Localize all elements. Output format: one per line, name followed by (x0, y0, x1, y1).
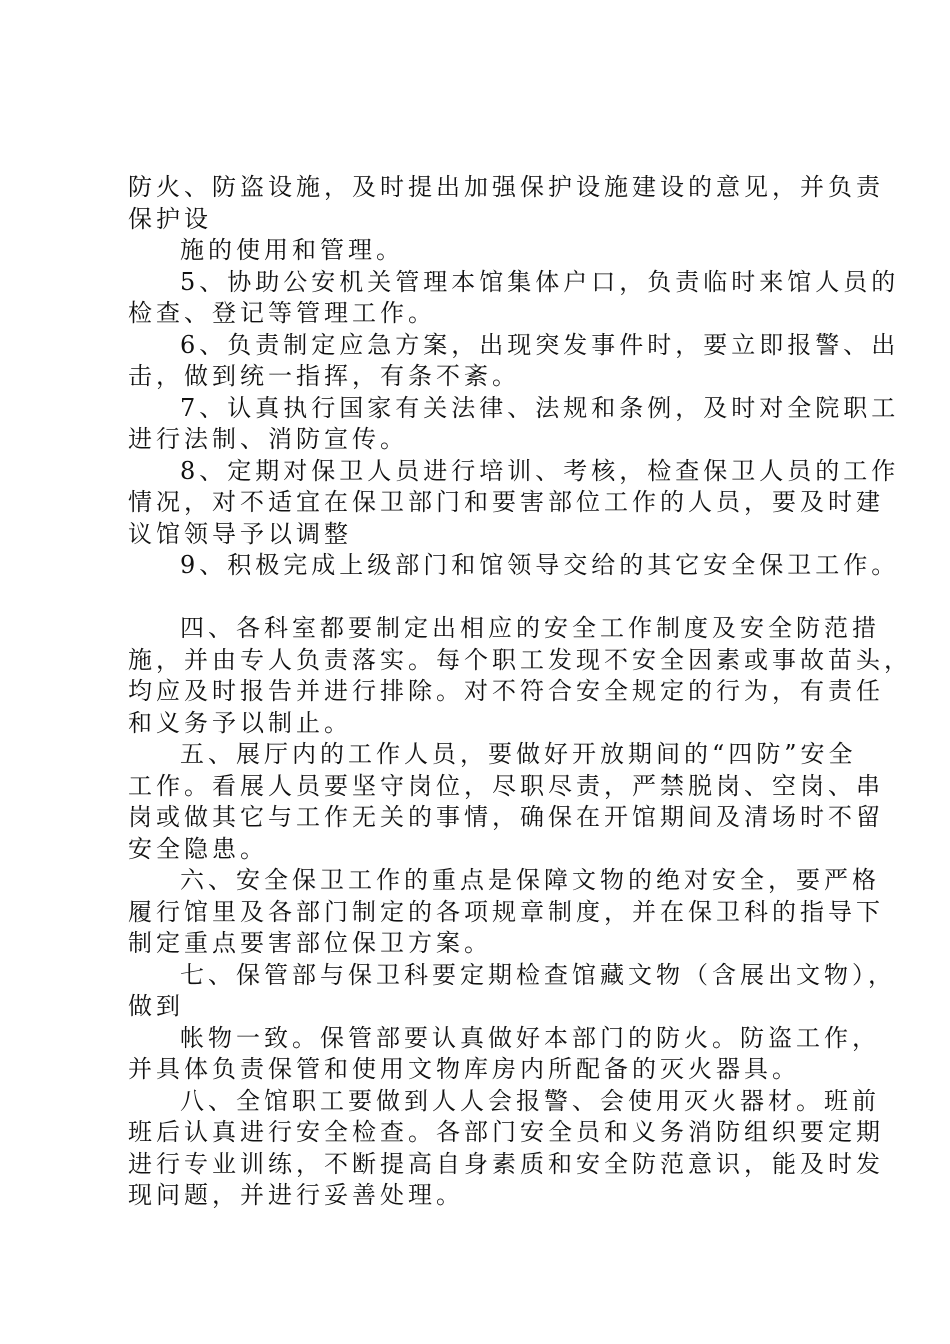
text-line: 检查、登记等管理工作。 (128, 299, 436, 327)
text-line: 6、负责制定应急方案，出现突发事件时，要立即报警、出 (180, 330, 900, 359)
text-line: 施的使用和管理。 (180, 236, 404, 264)
text-line: 制定重点要害部位保卫方案。 (128, 929, 492, 957)
text-line: 并具体负责保管和使用文物库房内所配备的灭火器具。 (128, 1055, 800, 1083)
text-line: 履行馆里及各部门制定的各项规章制度，并在保卫科的指导下 (128, 897, 884, 926)
text-line: 7、认真执行国家有关法律、法规和条例，及时对全院职工 (180, 393, 900, 422)
text-line: 帐物一致。保管部要认真做好本部门的防火。防盗工作， (180, 1023, 880, 1052)
text-line: 做到 (128, 992, 184, 1020)
text-line: 四、各科室都要制定出相应的安全工作制度及安全防范措 (180, 614, 880, 642)
text-line: 议馆领导予以调整 (128, 519, 352, 548)
blank-line (128, 582, 840, 614)
text-line: 击，做到统一指挥，有条不紊。 (128, 362, 520, 390)
text-line: 5、协助公安机关管理本馆集体户口，负责临时来馆人员的 (180, 267, 900, 296)
text-line: 七、保管部与保卫科要定期检查馆藏文物（含展出文物）， (180, 960, 896, 989)
text-line: 进行专业训练，不断提高自身素质和安全防范意识，能及时发 (128, 1149, 884, 1178)
text-line: 进行法制、消防宣传。 (128, 425, 408, 453)
text-line: 班后认真进行安全检查。各部门安全员和义务消防组织要定期 (128, 1118, 884, 1146)
text-line: 情况，对不适宜在保卫部门和要害部位工作的人员，要及时建 (128, 488, 884, 516)
text-line: 防火、防盗设施，及时提出加强保护设施建设的意见，并负责 (128, 173, 884, 201)
text-line: 八、全馆职工要做到人人会报警、会使用灭火器材。班前 (180, 1086, 880, 1115)
text-line: 五、展厅内的工作人员，要做好开放期间的“四防”安全 (180, 740, 857, 768)
text-line: 岗或做其它与工作无关的事情，确保在开馆期间及清场时不留 (128, 803, 884, 831)
text-line: 施，并由专人负责落实。每个职工发现不安全因素或事故苗头， (128, 645, 912, 674)
text-line: 工作。看展人员要坚守岗位，尽职尽责，严禁脱岗、空岗、串 (128, 771, 884, 800)
document-body (128, 172, 912, 1212)
text-line: 和义务予以制止。 (128, 708, 352, 737)
text-line: 8、定期对保卫人员进行培训、考核，检查保卫人员的工作 (180, 456, 900, 485)
text-line: 均应及时报告并进行排除。对不符合安全规定的行为，有责任 (128, 677, 884, 705)
text-line: 9、积极完成上级部门和馆领导交给的其它安全保卫工作。 (180, 551, 900, 579)
text-line: 保护设 (128, 204, 212, 233)
text-line: 安全隐患。 (128, 834, 268, 863)
text-line: 六、安全保卫工作的重点是保障文物的绝对安全，要严格 (180, 866, 880, 894)
text-line: 现问题，并进行妥善处理。 (128, 1181, 464, 1209)
